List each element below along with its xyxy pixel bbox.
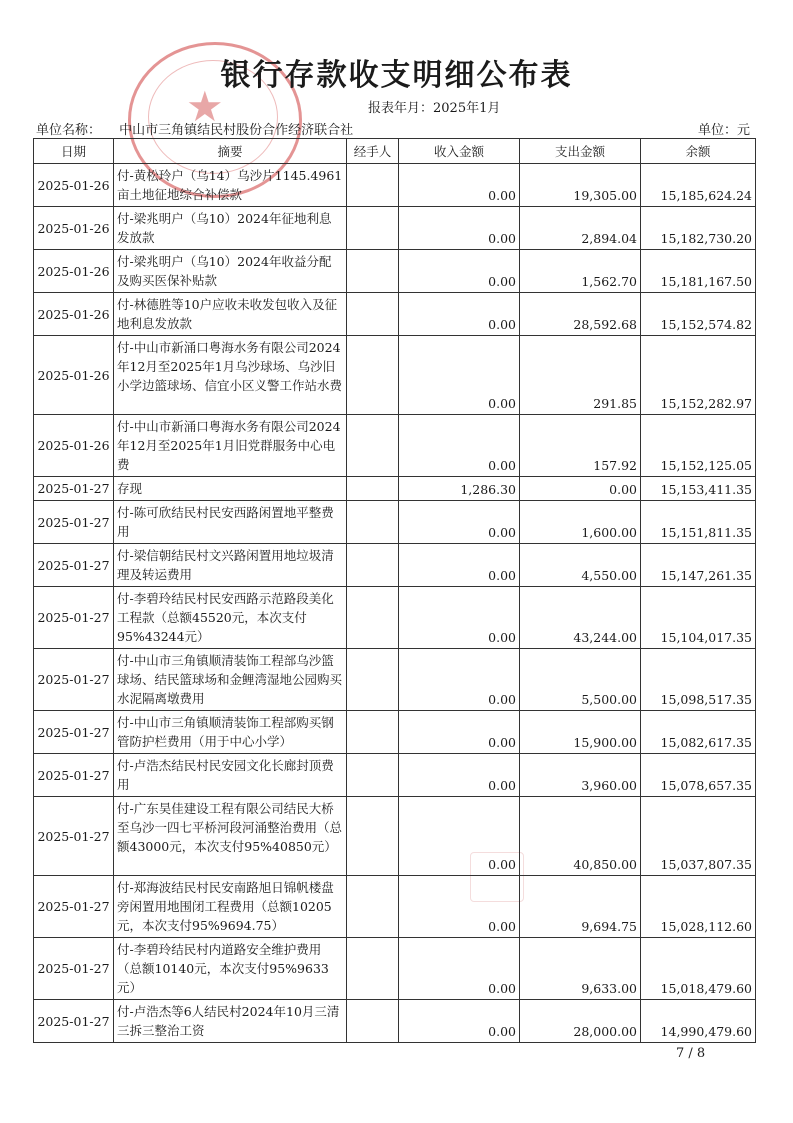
row-handler bbox=[347, 544, 399, 587]
row-date: 2025-01-27 bbox=[34, 501, 114, 544]
table-row bbox=[34, 544, 756, 587]
table-row bbox=[34, 649, 756, 711]
row-summary: 付-中山市三角镇顺清装饰工程部乌沙篮球场、结民篮球场和金鲤湾湿地公园购买水泥隔离墩费用 bbox=[114, 649, 347, 711]
table-row bbox=[34, 587, 756, 649]
row-balance: 15,152,282.97 bbox=[641, 336, 756, 415]
row-balance: 15,185,624.24 bbox=[641, 164, 756, 207]
row-date: 2025-01-27 bbox=[34, 797, 114, 876]
row-handler bbox=[347, 164, 399, 207]
row-summary: 存现 bbox=[114, 477, 347, 501]
row-income: 1,286.30 bbox=[399, 477, 520, 501]
row-income: 0.00 bbox=[399, 938, 520, 1000]
row-expense: 28,000.00 bbox=[520, 1000, 641, 1043]
row-expense: 9,694.75 bbox=[520, 876, 641, 938]
page-title: 银行存款收支明细公布表 bbox=[220, 58, 573, 93]
unit-info-line bbox=[36, 119, 750, 138]
row-summary: 付-林德胜等10户应收未收发包收入及征地利息发放款 bbox=[114, 293, 347, 336]
row-income: 0.00 bbox=[399, 293, 520, 336]
table-row bbox=[34, 293, 756, 336]
row-handler bbox=[347, 477, 399, 501]
row-summary: 付-李碧玲结民村内道路安全维护费用（总额10140元，本次支付95%9633元） bbox=[114, 938, 347, 1000]
row-expense: 40,850.00 bbox=[520, 797, 641, 876]
row-date: 2025-01-26 bbox=[34, 207, 114, 250]
row-summary: 付-黄松玲户（乌14）乌沙片1145.4961亩土地征地综合补偿款 bbox=[114, 164, 347, 207]
row-expense: 1,600.00 bbox=[520, 501, 641, 544]
table-row bbox=[34, 1000, 756, 1043]
row-handler bbox=[347, 501, 399, 544]
row-balance: 15,082,617.35 bbox=[641, 711, 756, 754]
row-date: 2025-01-26 bbox=[34, 164, 114, 207]
row-income: 0.00 bbox=[399, 754, 520, 797]
row-balance: 15,018,479.60 bbox=[641, 938, 756, 1000]
row-date: 2025-01-26 bbox=[34, 250, 114, 293]
row-summary: 付-梁信朝结民村文兴路闲置用地垃圾清理及转运费用 bbox=[114, 544, 347, 587]
row-handler bbox=[347, 938, 399, 1000]
row-income: 0.00 bbox=[399, 207, 520, 250]
unit-name: 中山市三角镇结民村股份合作经济联合社 bbox=[119, 123, 354, 138]
row-date: 2025-01-27 bbox=[34, 711, 114, 754]
row-balance: 14,990,479.60 bbox=[641, 1000, 756, 1043]
unit-name-label: 单位名称： bbox=[36, 123, 102, 138]
row-summary: 付-广东昊佳建设工程有限公司结民大桥至乌沙一四七平桥河段河涌整治费用（总额43000元，本次支付95%40850元） bbox=[114, 797, 347, 876]
row-summary: 付-中山市新涌口粤海水务有限公司2024年12月至2025年1月乌沙球场、乌沙旧小学边篮球场、信宜小区义警工作站水费 bbox=[114, 336, 347, 415]
row-handler bbox=[347, 587, 399, 649]
row-date: 2025-01-27 bbox=[34, 649, 114, 711]
table-row bbox=[34, 415, 756, 477]
row-expense: 28,592.68 bbox=[520, 293, 641, 336]
row-expense: 19,305.00 bbox=[520, 164, 641, 207]
row-expense: 4,550.00 bbox=[520, 544, 641, 587]
row-expense: 43,244.00 bbox=[520, 587, 641, 649]
row-handler bbox=[347, 207, 399, 250]
table-row bbox=[34, 477, 756, 501]
row-income: 0.00 bbox=[399, 250, 520, 293]
row-summary: 付-中山市三角镇顺清装饰工程部购买钢管防护栏费用（用于中心小学） bbox=[114, 711, 347, 754]
table-row bbox=[34, 207, 756, 250]
row-date: 2025-01-27 bbox=[34, 477, 114, 501]
row-handler bbox=[347, 250, 399, 293]
row-summary: 付-卢浩杰等6人结民村2024年10月三清三拆三整治工资 bbox=[114, 1000, 347, 1043]
row-balance: 15,037,807.35 bbox=[641, 797, 756, 876]
row-income: 0.00 bbox=[399, 797, 520, 876]
table-row bbox=[34, 754, 756, 797]
row-summary: 付-陈可欣结民村民安西路闲置地平整费用 bbox=[114, 501, 347, 544]
row-handler bbox=[347, 754, 399, 797]
row-expense: 2,894.04 bbox=[520, 207, 641, 250]
row-handler bbox=[347, 797, 399, 876]
row-expense: 5,500.00 bbox=[520, 649, 641, 711]
row-date: 2025-01-27 bbox=[34, 938, 114, 1000]
row-handler bbox=[347, 876, 399, 938]
row-date: 2025-01-27 bbox=[34, 1000, 114, 1043]
report-period: 报表年月：2025年1月 bbox=[368, 101, 501, 116]
row-summary: 付-卢浩杰结民村民安园文化长廊封顶费用 bbox=[114, 754, 347, 797]
row-handler bbox=[347, 1000, 399, 1043]
row-expense: 291.85 bbox=[520, 336, 641, 415]
row-handler bbox=[347, 711, 399, 754]
row-date: 2025-01-27 bbox=[34, 587, 114, 649]
row-income: 0.00 bbox=[399, 1000, 520, 1043]
row-balance: 15,147,261.35 bbox=[641, 544, 756, 587]
row-date: 2025-01-27 bbox=[34, 754, 114, 797]
row-balance: 15,078,657.35 bbox=[641, 754, 756, 797]
row-handler bbox=[347, 649, 399, 711]
column-header-date: 日期 bbox=[34, 139, 114, 164]
table-row bbox=[34, 938, 756, 1000]
row-expense: 9,633.00 bbox=[520, 938, 641, 1000]
row-income: 0.00 bbox=[399, 876, 520, 938]
table-row bbox=[34, 876, 756, 938]
row-income: 0.00 bbox=[399, 544, 520, 587]
row-income: 0.00 bbox=[399, 587, 520, 649]
row-date: 2025-01-26 bbox=[34, 336, 114, 415]
column-header-expense: 支出金额 bbox=[520, 139, 641, 164]
page-number: 7 / 8 bbox=[676, 1046, 706, 1061]
column-header-balance: 余额 bbox=[641, 139, 756, 164]
row-expense: 157.92 bbox=[520, 415, 641, 477]
column-header-income: 收入金额 bbox=[399, 139, 520, 164]
row-date: 2025-01-26 bbox=[34, 415, 114, 477]
table-row bbox=[34, 250, 756, 293]
row-handler bbox=[347, 415, 399, 477]
table-body bbox=[34, 164, 756, 1043]
row-expense: 1,562.70 bbox=[520, 250, 641, 293]
row-balance: 15,181,167.50 bbox=[641, 250, 756, 293]
row-income: 0.00 bbox=[399, 415, 520, 477]
row-income: 0.00 bbox=[399, 711, 520, 754]
row-income: 0.00 bbox=[399, 501, 520, 544]
star-icon: ★ bbox=[186, 82, 224, 131]
row-balance: 15,098,517.35 bbox=[641, 649, 756, 711]
ledger-table bbox=[33, 138, 756, 1043]
row-balance: 15,028,112.60 bbox=[641, 876, 756, 938]
row-balance: 15,153,411.35 bbox=[641, 477, 756, 501]
row-expense: 15,900.00 bbox=[520, 711, 641, 754]
table-header-row bbox=[34, 139, 756, 164]
row-date: 2025-01-27 bbox=[34, 876, 114, 938]
row-income: 0.00 bbox=[399, 164, 520, 207]
table-row bbox=[34, 711, 756, 754]
row-handler bbox=[347, 293, 399, 336]
column-header-summary: 摘要 bbox=[114, 139, 347, 164]
row-summary: 付-郑海波结民村民安南路旭日锦帆楼盘旁闲置用地围闭工程费用（总额10205元，本次支付95%9694.75） bbox=[114, 876, 347, 938]
row-balance: 15,182,730.20 bbox=[641, 207, 756, 250]
row-summary: 付-中山市新涌口粤海水务有限公司2024年12月至2025年1月旧党群服务中心电费 bbox=[114, 415, 347, 477]
row-income: 0.00 bbox=[399, 336, 520, 415]
row-expense: 3,960.00 bbox=[520, 754, 641, 797]
row-summary: 付-梁兆明户（乌10）2024年收益分配及购买医保补贴款 bbox=[114, 250, 347, 293]
table-row bbox=[34, 336, 756, 415]
currency-unit: 单位：元 bbox=[697, 123, 750, 138]
table-row bbox=[34, 164, 756, 207]
row-expense: 0.00 bbox=[520, 477, 641, 501]
row-balance: 15,152,574.82 bbox=[641, 293, 756, 336]
row-summary: 付-李碧玲结民村民安西路示范路段美化工程款（总额45520元，本次支付95%43244元） bbox=[114, 587, 347, 649]
column-header-handler: 经手人 bbox=[347, 139, 399, 164]
row-balance: 15,104,017.35 bbox=[641, 587, 756, 649]
row-balance: 15,152,125.05 bbox=[641, 415, 756, 477]
row-income: 0.00 bbox=[399, 649, 520, 711]
table-row bbox=[34, 501, 756, 544]
row-summary: 付-梁兆明户（乌10）2024年征地利息发放款 bbox=[114, 207, 347, 250]
table-row bbox=[34, 797, 756, 876]
row-handler bbox=[347, 336, 399, 415]
row-balance: 15,151,811.35 bbox=[641, 501, 756, 544]
row-date: 2025-01-27 bbox=[34, 544, 114, 587]
row-date: 2025-01-26 bbox=[34, 293, 114, 336]
